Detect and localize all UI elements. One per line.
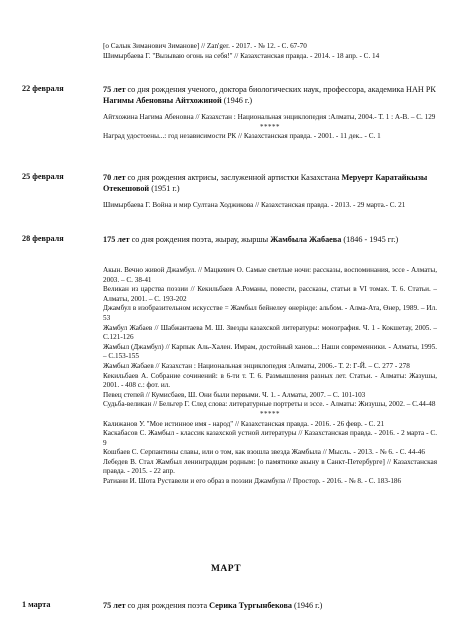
bib-entry: Шимырбаева Г. "Вызываю огонь на себя!" // Казахстанская правда. - 2014. - 18 апр. - С. 14 — [103, 51, 380, 60]
bib-entry: Кошбаев С. Серпантины славы, или о том, как взошла звезда Жамбыла // Мысль. - 2013. - № 6. - С. 44-46 — [103, 448, 425, 457]
month-heading: МАРТ — [210, 564, 242, 574]
event-subject: Серика Тургынбекова — [209, 601, 292, 610]
event-text: со дня рождения поэта — [125, 601, 210, 610]
separator-stars: ***** — [260, 409, 280, 418]
event-entries — [103, 201, 437, 211]
event-heading — [103, 172, 437, 194]
bib-entry: Певец степей // Кумисбаев, Ш. Они были первыми. Ч. 1. - Алматы, 2007. – С. 101-103 — [103, 390, 366, 399]
event-heading — [103, 84, 437, 106]
anniversary-years: 70 лет — [103, 173, 126, 182]
bib-entry: Айтхожина Нагима Абеновна // Казахстан : Национальная энциклопедия :Алматы, 2004.- Т. 1 : А-В. – С. 129 — [103, 113, 436, 121]
event-date: 1 марта — [22, 600, 51, 609]
anniversary-years: 175 лет — [103, 235, 130, 244]
event-heading — [103, 234, 437, 245]
event-entries — [103, 266, 437, 487]
bib-entry: Жамбыл (Джамбул) // Карпык Аль-Хален. Имрам, достойный ханов...: Наши современники. - Алматы, 1995. – С.153-155 — [103, 342, 437, 361]
bib-entry: Шимырбаева Г. Война и мир Султана Ходжикова // Казахстанская правда. - 2013. - 29 марта.- С. 21 — [103, 201, 406, 209]
event-text: со дня рождения ученого, доктора биологических наук, профессора, академика НАН РК — [125, 85, 436, 94]
bib-entry: Великан из царства поэзии // Кекильбаев А.Романы, повести, рассказы, статьи в VI томах. Т. 6. Статьи. – Алматы, 2001. – С. 193-202 — [103, 285, 437, 303]
event-text: со дня рождения актрисы, заслуженной артистки Казахстана — [125, 173, 342, 182]
bib-entry: Ратиани И. Шота Руставели и его образ в поэзии Джамбула // Простор. - 2016. - № 8. - С. 183-186 — [103, 477, 402, 486]
event-subject: Меруерт Каратайкызы Отекешовой — [103, 173, 428, 193]
bib-entry: Джамбул в изобразительном искусстве = Жамбыл бейнелеу өнерінде: альбом. - Алма-Ата, Өнер, 1989. – Ил. 53 — [103, 304, 437, 322]
event-years: (1946 г.) — [221, 96, 253, 105]
event-subject: Жамбыла Жабаева — [270, 235, 342, 244]
event-heading — [103, 600, 437, 611]
bib-entry: Судьба-великан // Бельгер Г. След слова: литературные портреты и эссе. - Алматы: Жизушы, 2002. – С.44-48 — [103, 400, 436, 409]
event-years: (1946 г.) — [291, 601, 323, 610]
event-date: 28 февраля — [22, 234, 64, 243]
bib-entry: Кекильбаев А. Собрание сочинений: в 6-ти т. Т. 6. Размышления разных лет. Статьи. - Алматы: Жазушы, 2001. - 408 с.: фот. ил. — [103, 371, 437, 390]
bib-entry: Калижанов У. "Мое истинное имя - народ" // Казахстанская правда. - 2016. - 26 февр. - С. 21 — [103, 419, 385, 428]
event-years: (1951 г.) — [149, 184, 180, 193]
separator-stars: ***** — [260, 122, 280, 131]
anniversary-years: 75 лет — [103, 601, 126, 610]
event-date: 22 февраля — [22, 84, 64, 93]
anniversary-years: 75 лет — [103, 85, 126, 94]
bib-entry: Каскабасов С. Жамбыл - классик казахской устной литературы // Казахстанская правда. - 2016. - 2 марта - С. 9 — [103, 429, 437, 447]
event-text: со дня рождения поэта, жырау, жыршы — [129, 235, 271, 244]
bib-entry: Жамбыл Жабаев // Казахстан : Национальная энциклопедия :Алматы, 2006.- Т. 2: Г-Й. – С. 277 - 278 — [103, 361, 410, 370]
bib-entry: Жамбул Жабаев // Шабжантаева М. Ш. Звезды казахской литературы: монография. Ч. 1 - Кокшетау, 2005. – С.121-126 — [103, 323, 437, 342]
event-years: (1846 - 1945 гг.) — [341, 235, 399, 244]
event-date: 25 февраля — [22, 172, 64, 181]
bib-entry: Наград удостоены...: год независимости РК // Казахстанская правда. - 2001. - 11 дек.. - С. 1 — [103, 132, 381, 141]
event-subject: Нагимы Абеновны Айтхожиной — [103, 96, 222, 105]
bib-entry: Лебедев В. Стал Жамбыл ленинградцам родным: [о памятнике акыну в Санкт-Петербурге] // Казахстанская правда. - 2015. - 22 апр. — [103, 457, 437, 476]
bib-entry: [о Салык Зиманович Зиманове] // Zan'ger. - 2017. - № 12. - С. 67-70 — [103, 42, 307, 50]
bib-entry: Акын. Вечно живой Джамбул. // Мацкевич О. Самые светлые ночи: рассказы, воспоминания, эссе - Алматы, 2003. – С. 38-41 — [103, 266, 437, 284]
top-entries — [103, 42, 437, 61]
event-entries — [103, 113, 437, 142]
